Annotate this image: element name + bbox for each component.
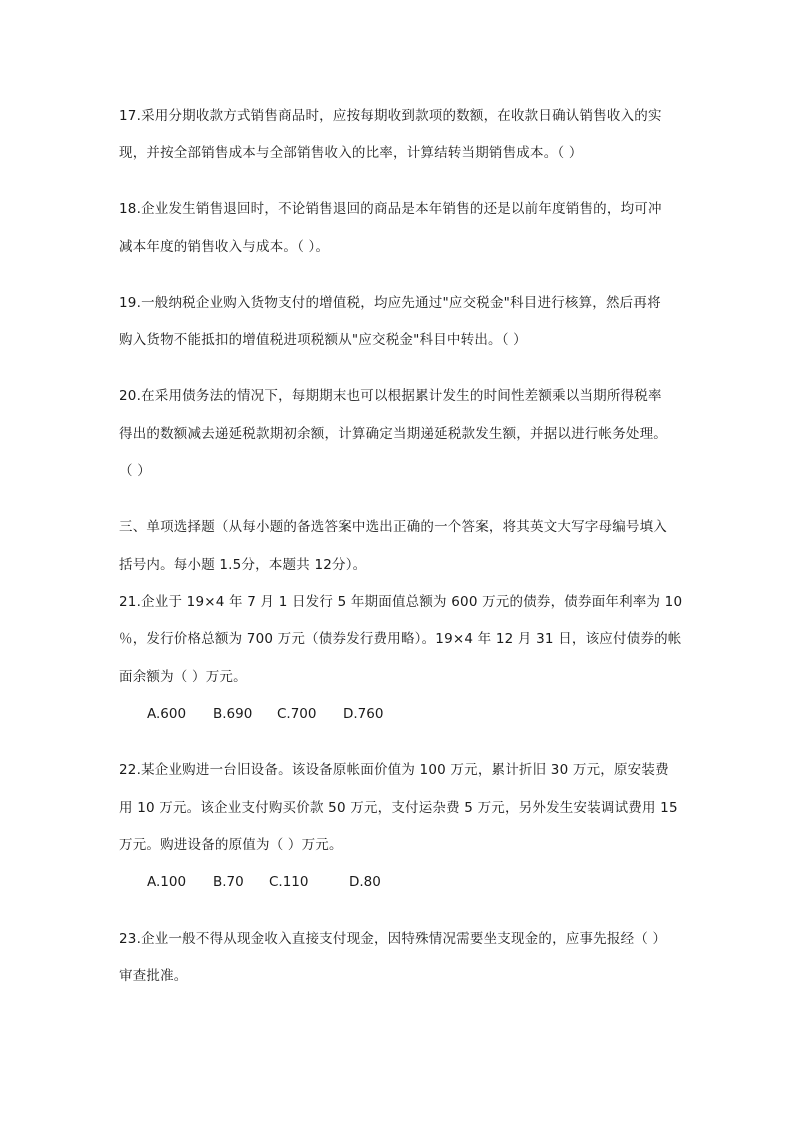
section-3-heading-line-1: 三、单项选择题（从每小题的备选答案中选出正确的一个答案，将其英文大写字母编号填入	[119, 519, 667, 535]
option-d: D.760	[343, 706, 384, 722]
question-22-line-2: 用 10 万元。该企业支付购买价款 50 万元，支付运杂费 5 万元，另外发生安装调试费用 15	[119, 800, 678, 816]
option-c: C.110	[269, 874, 309, 890]
question-18-line-1: 18.企业发生销售退回时，不论销售退回的商品是本年销售的还是以前年度销售的，均可冲	[119, 201, 662, 217]
question-23-line-1: 23.企业一般不得从现金收入直接支付现金，因特殊情况需要坐支现金的，应事先报经（ ）	[119, 931, 667, 947]
section-3-heading-line-2: 括号内。每小题 1.5分，本题共 12分）。	[119, 557, 367, 573]
question-20-line-3: （ ）	[119, 463, 151, 479]
question-21-line-3: 面余额为（ ）万元。	[119, 669, 247, 685]
question-20-line-2: 得出的数额减去递延税款期初余额，计算确定当期递延税款发生额，并据以进行帐务处理。	[119, 426, 667, 442]
question-20-line-1: 20.在采用债务法的情况下，每期期末也可以根据累计发生的时间性差额乘以当期所得税率	[119, 388, 662, 404]
question-22-options	[147, 872, 381, 892]
option-b: B.70	[213, 874, 244, 890]
question-22-line-1: 22.某企业购进一台旧设备。该设备原帐面价值为 100 万元，累计折旧 30 万元，原安装费	[119, 762, 669, 778]
question-19-line-2: 购入货物不能抵扣的增值税进项税额从"应交税金"科目中转出。（ ）	[119, 332, 527, 348]
question-21-line-2: ％，发行价格总额为 700 万元（债券发行费用略）。19×4 年 12 月 31 日，该应付债券的帐	[119, 631, 682, 647]
option-d: D.80	[349, 874, 381, 890]
option-a: A.600	[147, 706, 187, 722]
question-18-line-2: 减本年度的销售收入与成本。（ ）。	[119, 239, 330, 255]
question-23-line-2: 审查批准。	[119, 968, 188, 984]
question-21-options	[147, 704, 383, 724]
option-a: A.100	[147, 874, 187, 890]
option-b: B.690	[213, 706, 253, 722]
question-17-line-2: 现，并按全部销售成本与全部销售收入的比率，计算结转当期销售成本。（ ）	[119, 145, 583, 161]
question-21-line-1: 21.企业于 19×4 年 7 月 1 日发行 5 年期面值总额为 600 万元的债券，债券面年利率为 10	[119, 594, 683, 610]
question-22-line-3: 万元。购进设备的原值为（ ）万元。	[119, 837, 343, 853]
question-17-line-1: 17.采用分期收款方式销售商品时，应按每期收到款项的数额，在收款日确认销售收入的实	[119, 108, 662, 124]
option-c: C.700	[277, 706, 317, 722]
question-19-line-1: 19.一般纳税企业购入货物支付的增值税，均应先通过"应交税金"科目进行核算，然后再将	[119, 295, 661, 311]
